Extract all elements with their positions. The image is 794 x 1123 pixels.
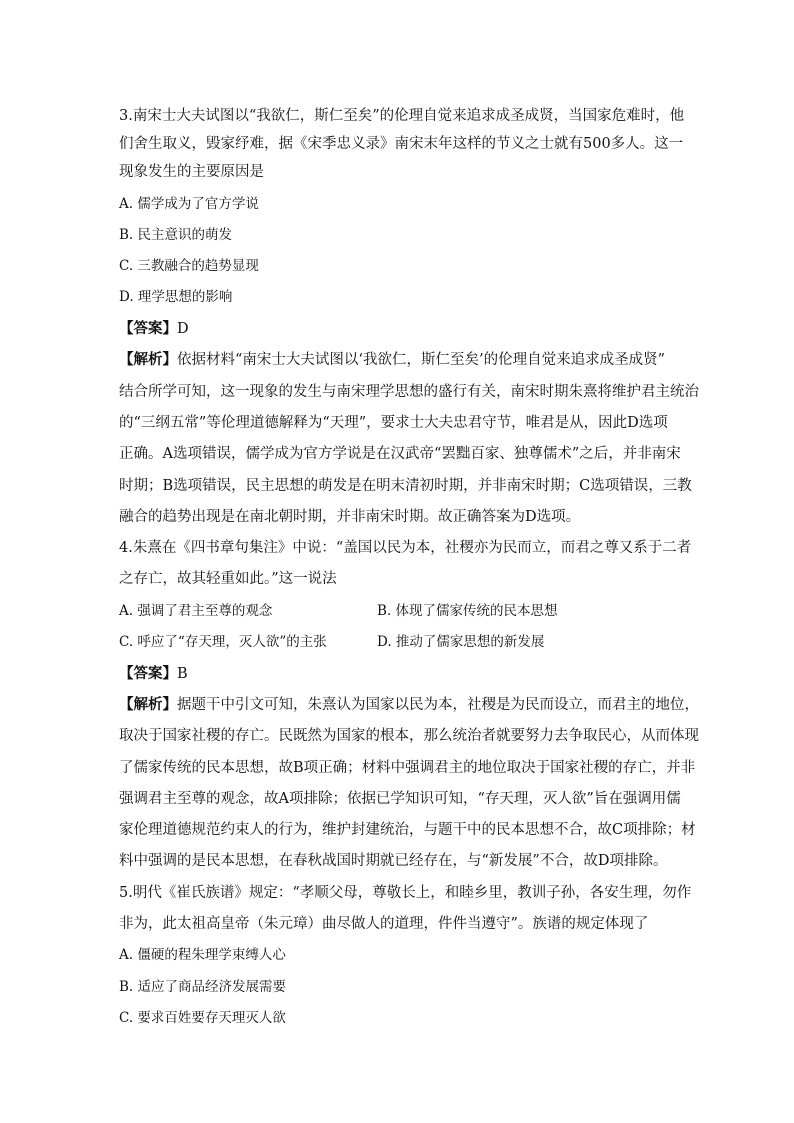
analysis-label: 【解析】 <box>119 696 177 713</box>
answer-value: D <box>177 321 189 337</box>
q4-analysis-line: 强调君主至尊的观念，故A项排除；依据已学知识可知，“存天理，灭人欲”旨在强调用儒 <box>119 791 681 807</box>
q3-stem-line: 现象发生的主要原因是 <box>119 164 264 180</box>
q3-analysis-line: 正确。A选项错误，儒学成为官方学说是在汉武帝“罢黜百家、独尊儒术”之后，并非南宋 <box>119 446 681 462</box>
q3-option-b: B. 民主意识的萌发 <box>119 227 233 243</box>
q3-analysis-line: 时期；B选项错误，民主思想的萌发是在明末清初时期，并非南宋时期；C选项错误，三教 <box>119 478 692 494</box>
q3-stem-line: 3.南宋士大夫试图以“我欲仁，斯仁至矣”的伦理自觉来追求成圣成贤，当国家危难时，他 <box>119 108 685 124</box>
q4-analysis-line: 料中强调的是民本思想，在春秋战国时期就已经存在，与“新发展”不合，故D项排除。 <box>119 853 668 869</box>
q4-analysis-line: 取决于国家社稷的存亡。民既然为国家的根本，那么统治者就要努力去争取民心，从而体现 <box>119 728 699 744</box>
q5-stem-line: 非为，此太祖高皇帝（朱元璋）曲尽做人的道理，件件当遵守”。族谱的规定体现了 <box>119 916 649 932</box>
q4-option-d: D. 推动了儒家思想的新发展 <box>377 634 545 650</box>
q4-answer <box>119 664 188 684</box>
q4-option-c: C. 呼应了“存天理，灭人欲”的主张 <box>119 634 327 650</box>
q4-option-row <box>119 632 545 652</box>
q4-stem-line: 之存亡，故其轻重如此。”这一说法 <box>119 571 337 587</box>
q3-option-d: D. 理学思想的影响 <box>119 289 233 305</box>
answer-label: 【答案】 <box>119 665 177 682</box>
answer-value: B <box>177 666 188 682</box>
answer-label: 【答案】 <box>119 320 177 337</box>
q5-option-c: C. 要求百姓要存天理灭人欲 <box>119 1010 286 1026</box>
analysis-label: 【解析】 <box>119 351 177 368</box>
q3-option-a: A. 儒学成为了官方学说 <box>119 196 259 212</box>
q3-analysis-line: 结合所学可知，这一现象的发生与南宋理学思想的盛行有关，南宋时期朱熹将维护君主统治 <box>119 384 699 400</box>
q5-stem-line: 5.明代《崔氏族谱》规定：“孝顺父母，尊敬长上，和睦乡里，教训子孙，各安生理，勿作 <box>119 885 692 901</box>
q4-option-a: A. 强调了君主至尊的观念 <box>119 603 273 619</box>
q4-analysis-line: 了儒家传统的民本思想，故B项正确；材料中强调君主的地位取决于国家社稷的存亡，并非 <box>119 760 696 776</box>
q4-analysis-line <box>119 695 699 715</box>
q3-stem-line: 们舍生取义，毁家纾难，据《宋季忠义录》南宋末年这样的节义之士就有500多人。这一 <box>119 136 684 152</box>
q4-option-row <box>119 601 558 621</box>
q5-option-b: B. 适应了商品经济发展需要 <box>119 979 287 995</box>
q3-option-c: C. 三教融合的趋势显现 <box>119 258 259 274</box>
q3-analysis-line: 融合的趋势出现是在南北朝时期，并非南宋时期。故正确答案为D选项。 <box>119 509 581 525</box>
q3-analysis-line: 的“三纲五常”等伦理道德解释为“天理”，要求士大夫忠君守节，唯君是从，因此D选项 <box>119 415 668 431</box>
q4-analysis-line: 家伦理道德规范约束人的行为，维护封建统治，与题干中的民本思想不合，故C项排除；材 <box>119 822 696 838</box>
analysis-text: 据题干中引文可知，朱熹认为国家以民为本，社稷是为民而设立，而君主的地位， <box>177 697 699 713</box>
analysis-text: 依据材料“南宋士大夫试图以‘我欲仁，斯仁至矣’的伦理自觉来追求成圣成贤” <box>177 352 666 368</box>
q3-answer <box>119 319 189 339</box>
q4-stem-line: 4.朱熹在《四书章句集注》中说：“盖国以民为本，社稷亦为民而立，而君之尊又系于二者 <box>119 540 692 556</box>
q3-analysis-line <box>119 350 665 370</box>
q4-option-b: B. 体现了儒家传统的民本思想 <box>377 603 558 619</box>
q5-option-a: A. 僵硬的程朱理学束缚人心 <box>119 947 286 963</box>
